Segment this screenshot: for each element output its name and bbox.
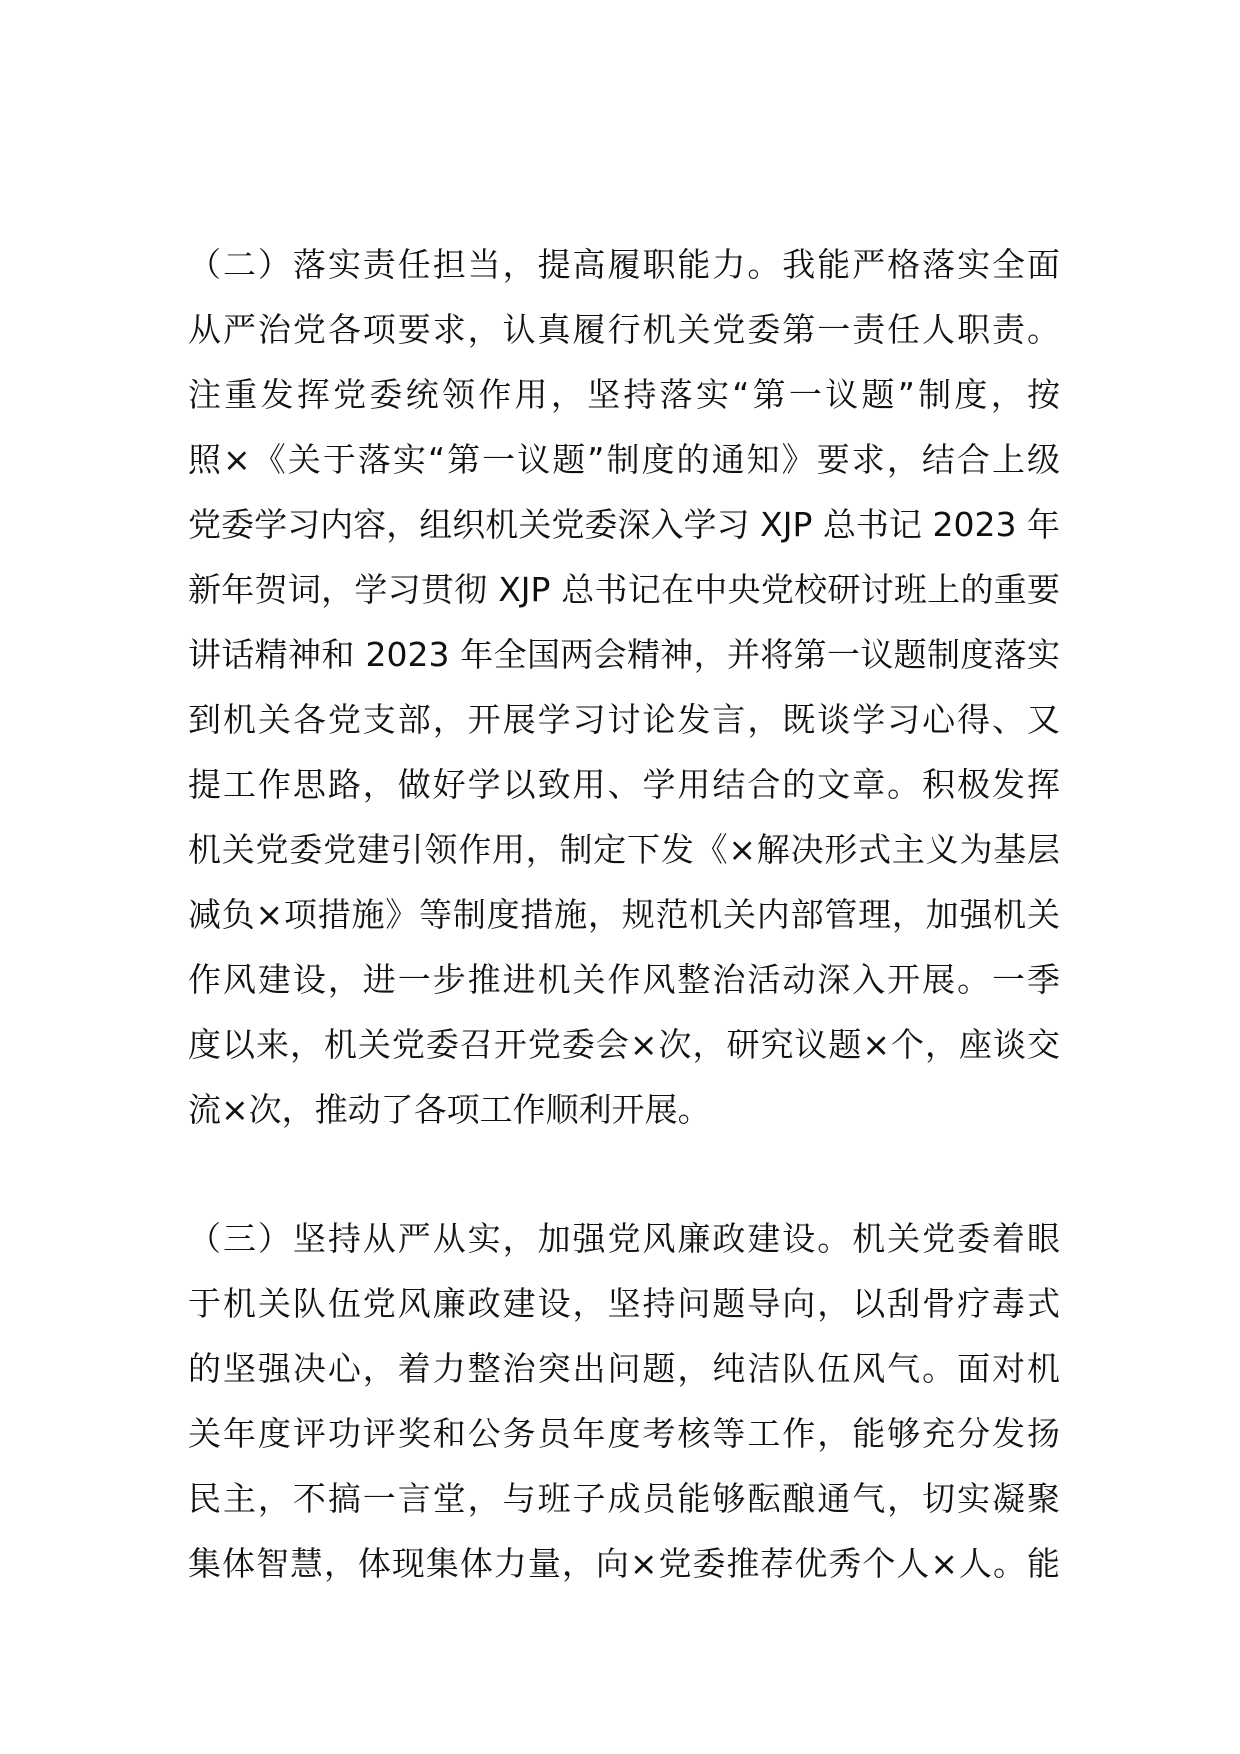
text-line: 提工作思路，做好学以致用、学用结合的文章。积极发挥	[188, 765, 1060, 804]
text-line: 流×次，推动了各项工作顺利开展。	[188, 1090, 711, 1129]
text-line: 到机关各党支部，开展学习讨论发言，既谈学习心得、又	[188, 700, 1060, 739]
text-line: 作风建设，进一步推进机关作风整治活动深入开展。一季	[188, 960, 1060, 999]
text-line: 从严治党各项要求，认真履行机关党委第一责任人职责。	[188, 310, 1060, 349]
text-line: （三）坚持从严从实，加强党风廉政建设。机关党委着眼	[188, 1219, 1060, 1258]
text-line: 民主，不搞一言堂，与班子成员能够酝酿通气，切实凝聚	[188, 1479, 1060, 1518]
text-line: 于机关队伍党风廉政建设，坚持问题导向，以刮骨疗毒式	[188, 1284, 1060, 1323]
text-line: 集体智慧，体现集体力量，向×党委推荐优秀个人×人。能	[188, 1544, 1060, 1583]
text-line: 关年度评功评奖和公务员年度考核等工作，能够充分发扬	[188, 1414, 1060, 1453]
paragraph-responsibility	[188, 232, 1060, 1142]
text-line: 的坚强决心，着力整治突出问题，纯洁队伍风气。面对机	[188, 1349, 1060, 1388]
text-line: （二）落实责任担当，提高履职能力。我能严格落实全面	[188, 245, 1060, 284]
text-line: 注重发挥党委统领作用，坚持落实“第一议题”制度，按	[188, 375, 1060, 414]
text-line: 度以来，机关党委召开党委会×次，研究议题×个，座谈交	[188, 1025, 1060, 1064]
text-line: 新年贺词，学习贯彻 XJP 总书记在中央党校研讨班上的重要	[188, 570, 1060, 609]
text-line: 减负×项措施》等制度措施，规范机关内部管理，加强机关	[188, 895, 1060, 934]
text-line: 机关党委党建引领作用，制定下发《×解决形式主义为基层	[188, 830, 1060, 869]
text-line: 党委学习内容，组织机关党委深入学习 XJP 总书记 2023 年	[188, 505, 1060, 544]
paragraph-integrity	[188, 1206, 1060, 1596]
text-line: 讲话精神和 2023 年全国两会精神，并将第一议题制度落实	[188, 635, 1060, 674]
text-line: 照×《关于落实“第一议题”制度的通知》要求，结合上级	[188, 440, 1060, 479]
